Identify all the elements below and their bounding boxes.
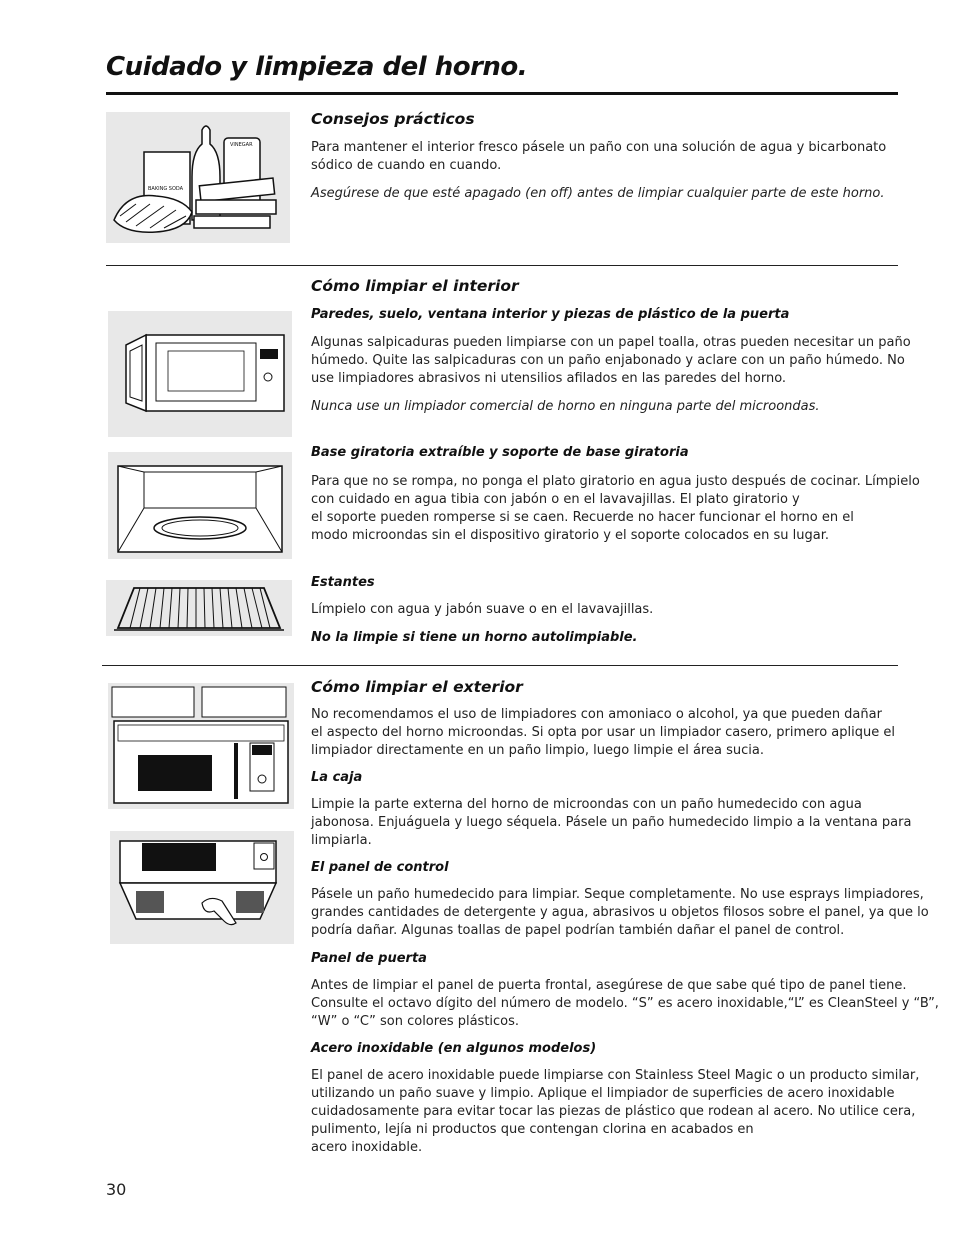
turntable-image	[108, 452, 292, 559]
subheading-turntable: Base giratoria extraíble y soporte de base giratoria	[311, 445, 689, 460]
title-rule	[106, 92, 898, 95]
text-line: cuidadosamente para evitar tocar las piezas de plástico que rodean al acero. No utilice cera,	[311, 1104, 916, 1119]
text-line: utilizando un paño suave y limpio. Aplique el limpiador de superficies de acero inoxidable	[311, 1086, 895, 1101]
note-text: No la limpie si tiene un horno autolimpiable.	[311, 630, 638, 645]
text-line: El panel de acero inoxidable puede limpiarse con Stainless Steel Magic o un producto similar,	[311, 1068, 920, 1083]
open-microwave-image	[108, 311, 292, 437]
rack-image	[106, 580, 292, 636]
text-line: Para mantener el interior fresco pásele un paño con una solución de agua y bicarbonato	[311, 140, 887, 155]
subheading-walls: Paredes, suelo, ventana interior y piezas de plástico de la puerta	[311, 307, 790, 322]
heading-exterior: Cómo limpiar el exterior	[311, 678, 523, 696]
text-line: húmedo. Quite las salpicaduras con un paño enjabonado y aclare con un paño húmedo. No	[311, 353, 905, 368]
text-line: limpiador directamente en un paño limpio, luego limpie el área sucia.	[311, 743, 764, 758]
page-number: 30	[106, 1180, 127, 1199]
text-line: Pásele un paño humedecido para limpiar. Seque completamente. No use esprays limpiadores,	[311, 887, 924, 902]
text-line: acero inoxidable.	[311, 1140, 423, 1155]
text-line: Consulte el octavo dígito del número de modelo. “S” es acero inoxidable,“L” es CleanSteel y “B”,	[311, 996, 939, 1011]
text-line: modo microondas sin el dispositivo giratorio y el soporte colocados en su lugar.	[311, 528, 830, 543]
text-line: pulimento, lejía ni productos que contengan clorina en acabados en	[311, 1122, 754, 1137]
subheading-racks: Estantes	[311, 575, 375, 590]
warning-text: Asegúrese de que esté apagado (en off) antes de limpiar cualquier parte de este horno.	[311, 186, 885, 201]
cleaning-supplies-image	[106, 112, 290, 243]
jar-label: VINEGAR	[230, 142, 253, 148]
page-title: Cuidado y limpieza del horno.	[106, 52, 528, 82]
text-line: use limpiadores abrasivos ni utensilios afilados en las paredes del horno.	[311, 371, 787, 386]
note-text: Nunca use un limpiador comercial de horno en ninguna parte del microondas.	[311, 399, 820, 414]
subheading-stainless-steel: Acero inoxidable (en algunos modelos)	[311, 1041, 597, 1056]
text-line: grandes cantidades de detergente y agua, abrasivos u objetos filosos sobre el panel, ya que lo	[311, 905, 929, 920]
text-line: podría dañar. Algunas toallas de papel podrían también dañar el panel de control.	[311, 923, 845, 938]
subheading-control-panel: El panel de control	[311, 860, 449, 875]
text-line: jabonosa. Enjuáguela y luego séquela. Pásele un paño humedecido limpio a la ventana para	[311, 815, 912, 830]
text-line: No recomendamos el uso de limpiadores con amoniaco o alcohol, ya que pueden dañar	[311, 707, 882, 722]
text-line: Algunas salpicaduras pueden limpiarse con un papel toalla, otras pueden necesitar un paño	[311, 335, 911, 350]
text-line: Para que no se rompa, no ponga el plato giratorio en agua justo después de cocinar. Límpielo	[311, 474, 920, 489]
text-line: limpiarla.	[311, 833, 372, 848]
text-line: Límpielo con agua y jabón suave o en el lavavajillas.	[311, 602, 654, 617]
box-label: BAKING SODA	[148, 186, 184, 192]
installed-microwave-image	[108, 683, 294, 809]
subheading-door-panel: Panel de puerta	[311, 951, 427, 966]
section-divider	[102, 665, 898, 666]
text-line: “W” o “C” son colores plásticos.	[311, 1014, 520, 1029]
control-panel-cleaning-image	[110, 831, 294, 944]
text-line: sódico de cuando en cuando.	[311, 158, 502, 173]
heading-interior: Cómo limpiar el interior	[311, 277, 519, 295]
text-line: el soporte pueden romperse si se caen. Recuerde no hacer funcionar el horno en el	[311, 510, 854, 525]
subheading-case: La caja	[311, 770, 363, 785]
section-divider	[106, 265, 898, 266]
heading-consejos: Consejos prácticos	[311, 110, 475, 128]
text-line: el aspecto del horno microondas. Si opta por usar un limpiador casero, primero aplique el	[311, 725, 895, 740]
text-line: Antes de limpiar el panel de puerta frontal, asegúrese de que sabe qué tipo de panel tiene.	[311, 978, 907, 993]
text-line: con cuidado en agua tibia con jabón o en el lavavajillas. El plato giratorio y	[311, 492, 800, 507]
text-line: Limpie la parte externa del horno de microondas con un paño humedecido con agua	[311, 797, 862, 812]
